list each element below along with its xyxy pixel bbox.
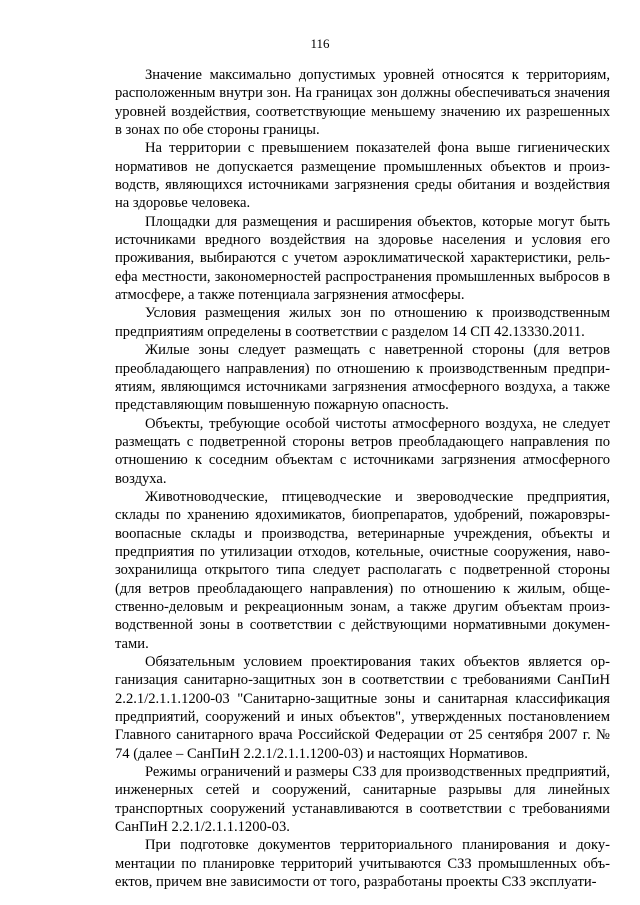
paragraph: Животноводческие, птицеводческие и звероводческие предприятия, склады по хранению ядохимикатов, биопрепаратов, удобрений, пожаровзрывоопасные склады и производства, ветеринарные учреждения, объекты и предприятия по утилизации отходов, котельные, очистные сооружения, навозохранилища открытого типа следует располагать с подветренной стороны (для ветров преобладающего направления) по отношению к жилым, общественно-деловым и рекреационным зонам, а также другим объектам производственной зоны в соответствии с действующими нормативными документами.: [115, 488, 610, 652]
paragraph: Площадки для размещения и расширения объектов, которые могут быть источниками вредного воздействия на здоровье населения и условия его проживания, выбираются с учетом аэроклиматической характеристики, рельефа местности, закономерностей распространения промышленных выбросов в атмосфере, а также потенциала загрязнения атмосферы.: [115, 213, 610, 304]
body-text: [115, 66, 610, 891]
paragraph: Объекты, требующие особой чистоты атмосферного воздуха, не следует размещать с подветренной стороны ветров преобладающего направления по отношению к соседним объектам с источниками загрязнения атмосферного воздуха.: [115, 415, 610, 487]
paragraph: Жилые зоны следует размещать с наветренной стороны (для ветров преобладающего направления) по отношению к производственным предприятиям, являющимся источниками загрязнения атмосферного воздуха, а также представляющим повышенную пожарную опасность.: [115, 342, 610, 414]
page-number: 116: [310, 36, 330, 51]
paragraph: На территории с превышением показателей фона выше гигиенических нормативов не допускается размещение промышленных объектов и производств, являющихся источниками загрязнения среды обитания и воздействия на здоровье человека.: [115, 140, 610, 212]
paragraph: Условия размещения жилых зон по отношению к производственным предприятиям определены в соответствии с разделом 14 СП 42.13330.2011.: [115, 305, 610, 340]
paragraph: Значение максимально допустимых уровней относятся к территориям, расположенным внутри зон. На границах зон должны обеспечиваться значения уровней воздействия, соответствующие меньшему значению их разрешенных в зонах по обе стороны границы.: [115, 67, 610, 139]
paragraph: При подготовке документов территориального планирования и документации по планировке территорий учитываются СЗЗ промышленных объектов, причем вне зависимости от того, разработаны проекты СЗЗ эксплуати-: [115, 837, 610, 891]
paragraph: Режимы ограничений и размеры СЗЗ для производственных предприятий, инженерных сетей и сооружений, санитарные разрывы для линейных транспортных сооружений устанавливаются в соответствии с требованиями СанПиН 2.2.1/2.1.1.1200-03.: [115, 764, 610, 836]
paragraph: Обязательным условием проектирования таких объектов является организация санитарно-защитных зон в соответствии с требованиями СанПиН 2.2.1/2.1.1.1200-03 "Санитарно-защитные зоны и санитарная классификация предприятий, сооружений и иных объектов", утвержденных постановлением Главного санитарного врача Российской Федерации от 25 сентября 2007 г. № 74 (далее – СанПиН 2.2.1/2.1.1.1200-03) и настоящих Нормативов.: [115, 654, 610, 762]
